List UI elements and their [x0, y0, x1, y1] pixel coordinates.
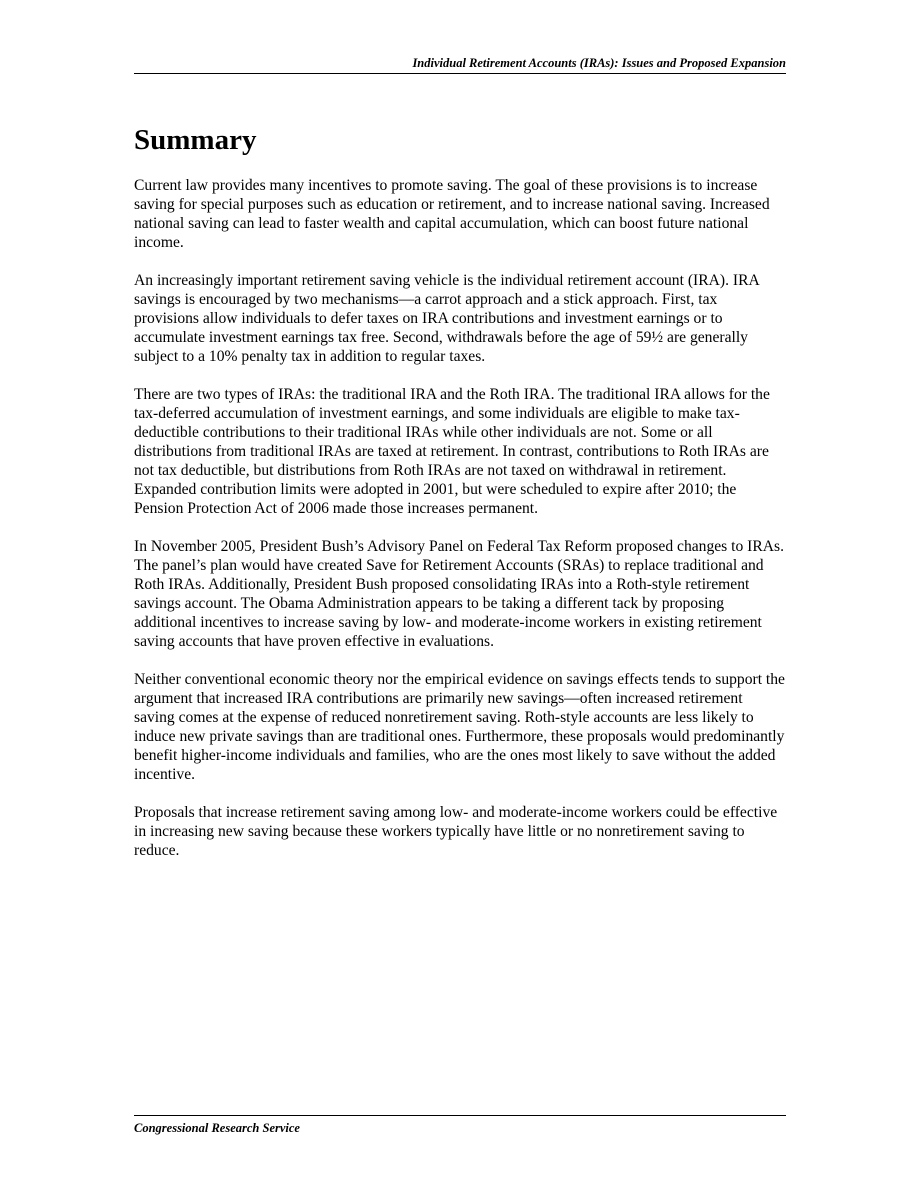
- paragraph-2: An increasingly important retirement saving vehicle is the individual retirement account (IRA). IRA savings is encouraged by two mechanisms—a carrot approach and a stick approach. First, tax provisions allow individuals to defer taxes on IRA contributions and investment earnings or to accumulate investment earnings tax free. Second, withdrawals before the age of 59½ are generally subject to a 10% penalty tax in addition to regular taxes.: [134, 272, 759, 365]
- paragraph-3: There are two types of IRAs: the traditional IRA and the Roth IRA. The traditional IRA allows for the tax-deferred accumulation of investment earnings, and some individuals are eligible to make tax-deductible contributions to their traditional IRAs while other individuals are not. Some or all distributions from traditional IRAs are taxed at retirement. In contrast, contributions to Roth IRAs are not tax deductible, but distributions from Roth IRAs are not taxed on withdrawal in retirement. Expanded contribution limits were adopted in 2001, but were scheduled to expire after 2010; the Pension Protection Act of 2006 made those increases permanent.: [134, 386, 770, 517]
- paragraph-1: Current law provides many incentives to promote saving. The goal of these provisions is to increase saving for special purposes such as education or retirement, and to increase national saving. Increased national saving can lead to faster wealth and capital accumulation, which can boost future national income.: [134, 177, 770, 251]
- paragraph-5: Neither conventional economic theory nor the empirical evidence on savings effects tends to support the argument that increased IRA contributions are primarily new savings—often increased retirement saving comes at the expense of reduced nonretirement saving. Roth-style accounts are less likely to induce new private savings than are traditional ones. Furthermore, these proposals would predominantly benefit higher-income individuals and families, who are the ones most likely to save without the added incentive.: [134, 671, 785, 783]
- running-header: Individual Retirement Accounts (IRAs): Issues and Proposed Expansion: [412, 56, 786, 70]
- footer-rule: [134, 1115, 786, 1116]
- paragraph-4: In November 2005, President Bush’s Advisory Panel on Federal Tax Reform proposed changes to IRAs. The panel’s plan would have created Save for Retirement Accounts (SRAs) to replace traditional and Roth IRAs. Additionally, President Bush proposed consolidating IRAs into a Roth-style retirement savings account. The Obama Administration appears to be taking a different tack by proposing additional incentives to increase saving by low- and moderate-income workers in existing retirement saving accounts that have proven effective in evaluations.: [134, 538, 784, 650]
- running-footer: Congressional Research Service: [134, 1121, 300, 1135]
- paragraph-6: Proposals that increase retirement saving among low- and moderate-income workers could be effective in increasing new saving because these workers typically have little or no nonretirement saving to reduce.: [134, 804, 778, 859]
- header-rule: [134, 73, 786, 74]
- page-title: Summary: [134, 124, 257, 156]
- summary-body: [134, 176, 786, 879]
